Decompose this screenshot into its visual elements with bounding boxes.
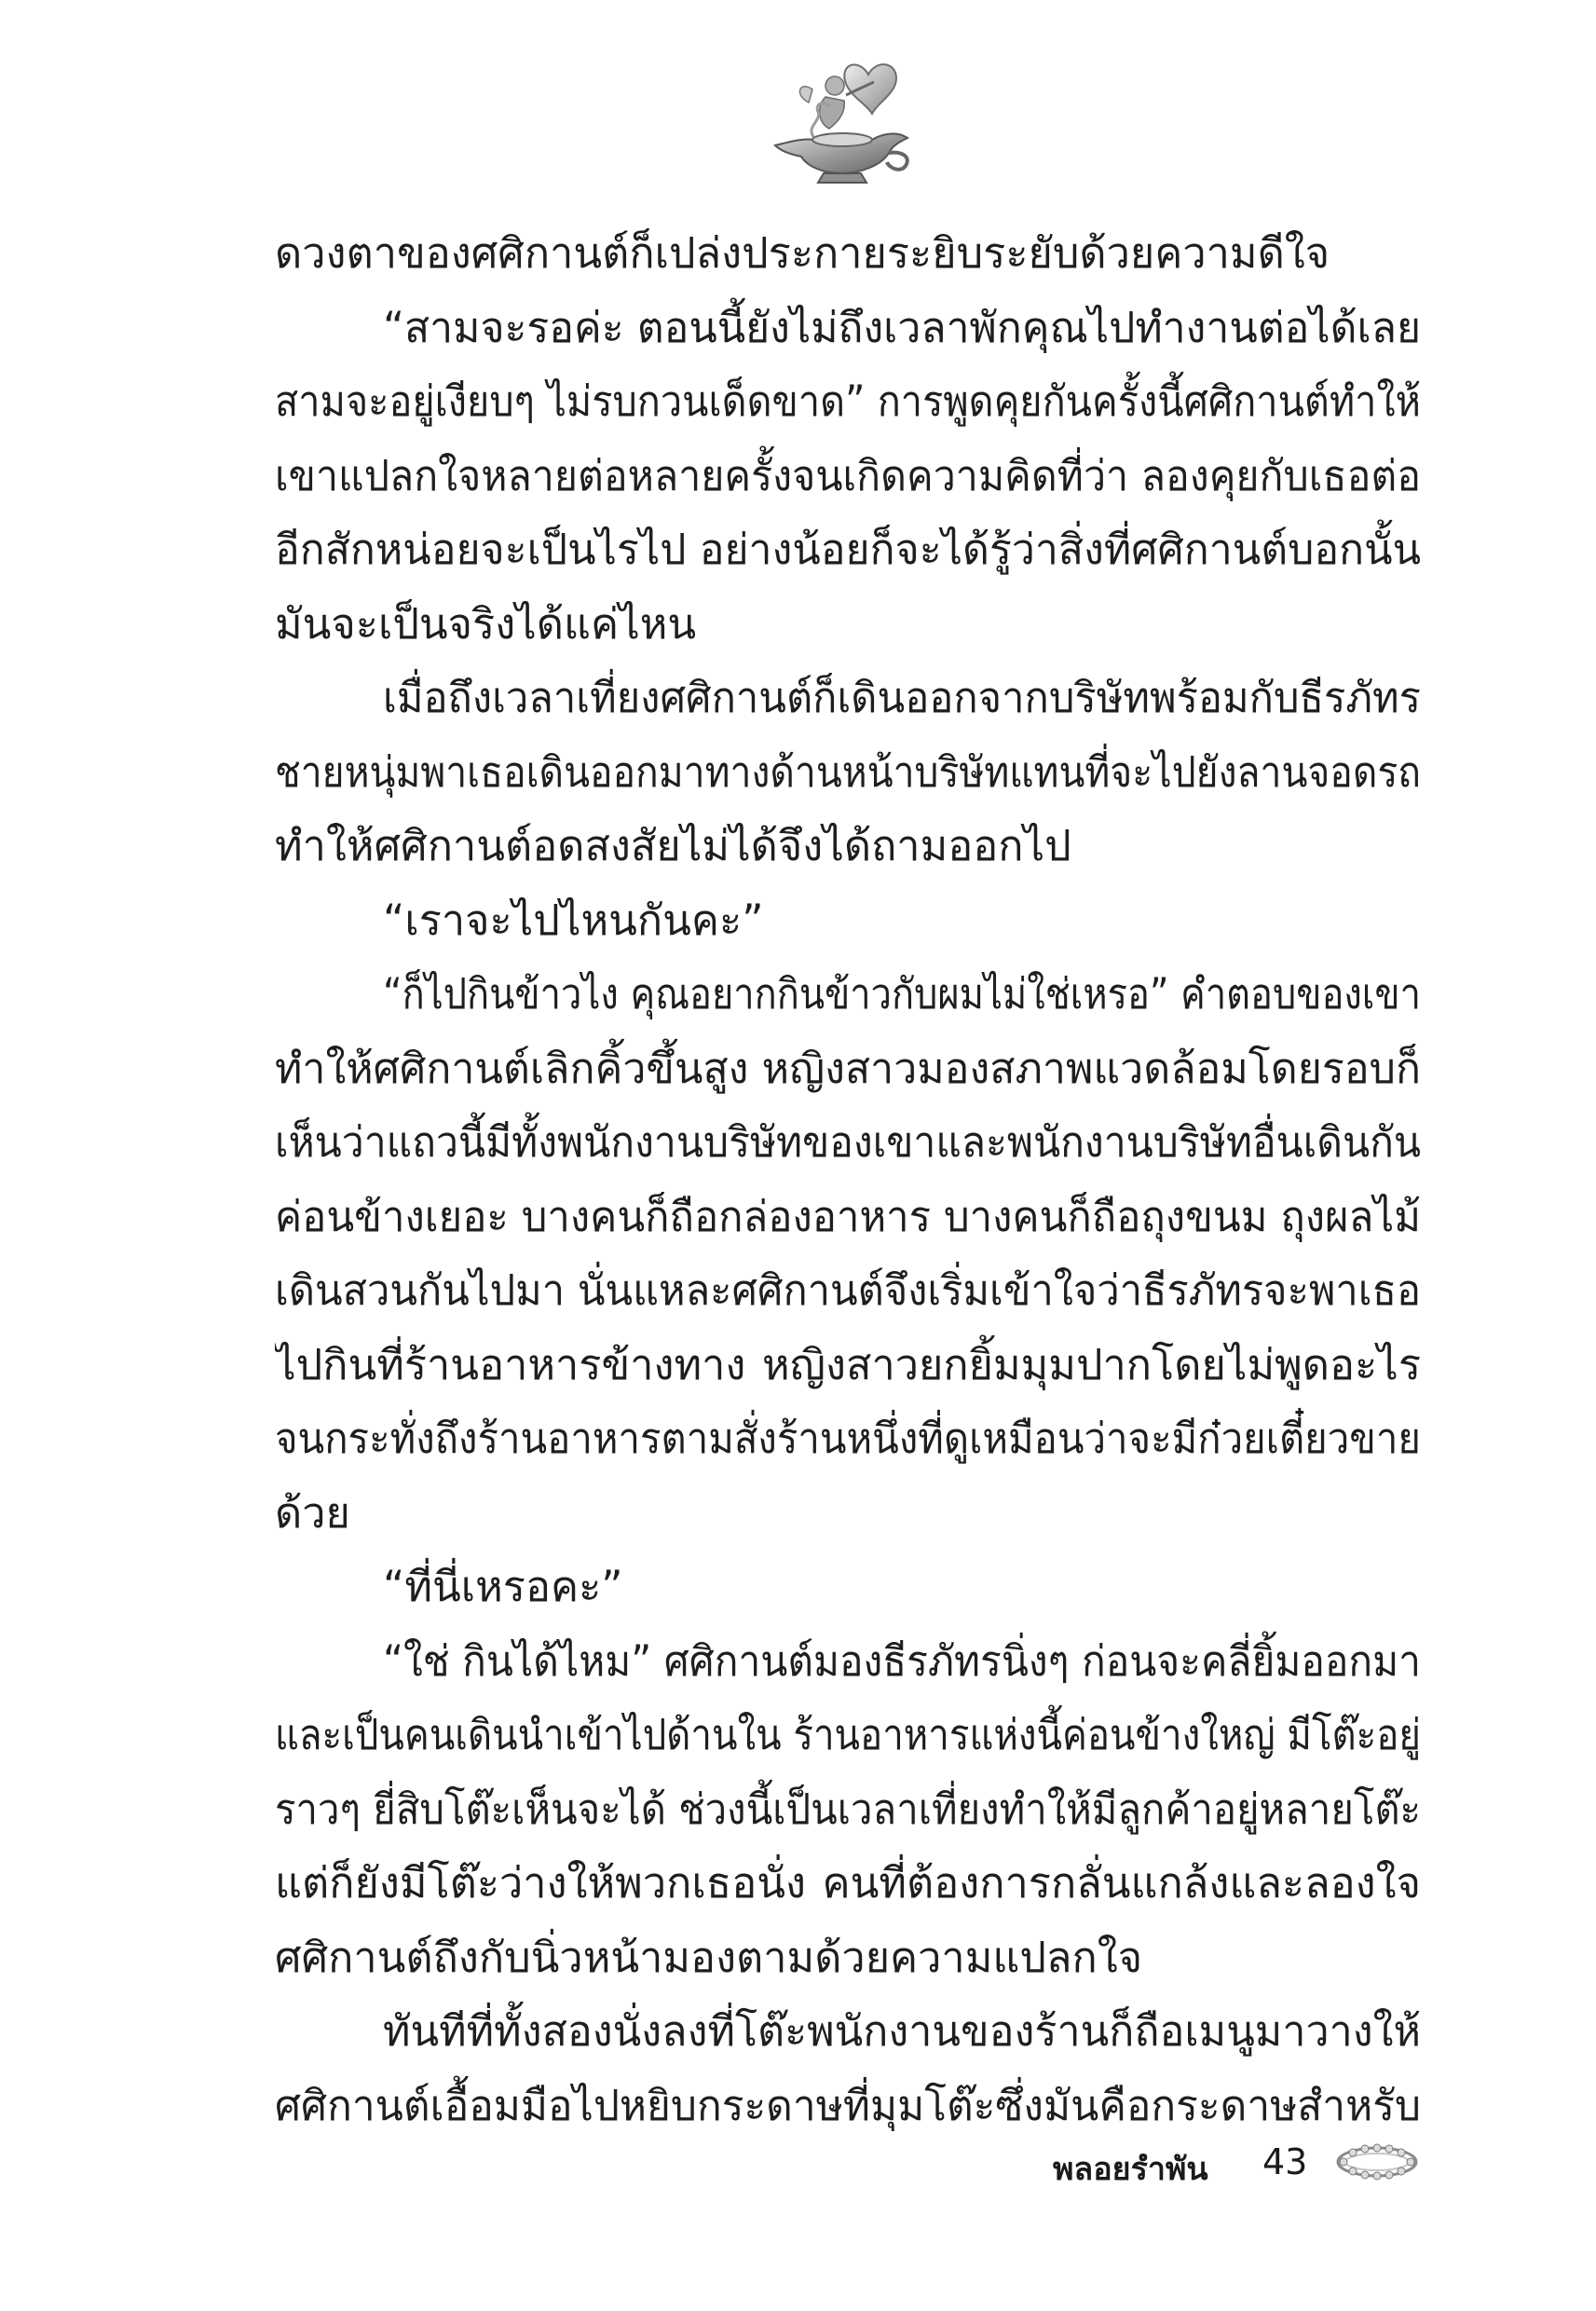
text-line: สามจะอยู่เงียบๆ ไม่รบกวนเด็ดขาด” การพูดคุยกันครั้งนี้ศศิกานต์ทำให้ xyxy=(275,376,1421,426)
text-line: “ที่นี่เหรอคะ” xyxy=(383,1562,623,1611)
text-line: เมื่อถึงเวลาเที่ยงศศิกานต์ก็เดินออกจากบริษัทพร้อมกับธีรภัทร xyxy=(383,673,1421,722)
text-line: เดินสวนกันไปมา นั่นแหละศศิกานต์จึงเริ่มเข้าใจว่าธีรภัทรจะพาเธอ xyxy=(275,1265,1421,1315)
text-line: ราวๆ ยี่สิบโต๊ะเห็นจะได้ ช่วงนี้เป็นเวลาเที่ยงทำให้มีลูกค้าอยู่หลายโต๊ะ xyxy=(275,1784,1421,1834)
text-line: “ใช่ กินได้ไหม” ศศิกานต์มองธีรภัทรนิ่งๆ ก่อนจะคลี่ยิ้มออกมา xyxy=(383,1635,1421,1686)
text-line: ไปกินที่ร้านอาหารข้างทาง หญิงสาวยกยิ้มมุมปากโดยไม่พูดอะไร xyxy=(275,1339,1421,1389)
text-line: ศศิกานต์ถึงกับนิ่วหน้ามองตามด้วยความแปลกใจ xyxy=(275,1932,1143,1982)
text-line: “เราจะไปไหนกันคะ” xyxy=(383,895,764,945)
magic-lamp-ornament-icon xyxy=(757,48,924,188)
text-line: “สามจะรอค่ะ ตอนนี้ยังไม่ถึงเวลาพักคุณไปทำงานต่อได้เลย xyxy=(383,302,1421,352)
text-line: อีกสักหน่อยจะเป็นไรไป อย่างน้อยก็จะได้รู้ว่าสิ่งที่ศศิกานต์บอกนั้น xyxy=(275,525,1421,574)
bracelet-icon xyxy=(1334,2141,1420,2182)
text-line: ด้วย xyxy=(275,1487,350,1538)
text-line: ดวงตาของศศิกานต์ก็เปล่งประกายระยิบระยับด้วยความดีใจ xyxy=(275,228,1330,278)
page-footer xyxy=(1053,2134,1425,2190)
text-line: แต่ก็ยังมีโต๊ะว่างให้พวกเธอนั่ง คนที่ต้องการกลั่นแกล้งและลองใจ xyxy=(275,1858,1421,1908)
text-line: จนกระทั่งถึงร้านอาหารตามสั่งร้านหนึ่งที่ดูเหมือนว่าจะมีก๋วยเตี๋ยวขาย xyxy=(275,1414,1421,1463)
text-line: ทันทีที่ทั้งสองนั่งลงที่โต๊ะพนักงานของร้านก็ถือเมนูมาวางให้ xyxy=(383,2006,1421,2056)
book-title: พลอยรำพัน xyxy=(1053,2151,1208,2188)
text-line: และเป็นคนเดินนำเข้าไปด้านใน ร้านอาหารแห่งนี้ค่อนข้างใหญ่ มีโต๊ะอยู่ xyxy=(275,1710,1421,1759)
body-text xyxy=(275,216,1421,2142)
text-line: เขาแปลกใจหลายต่อหลายครั้งจนเกิดความคิดที่ว่า ลองคุยกับเธอต่อ xyxy=(275,450,1421,500)
text-line: ศศิกานต์เอื้อมมือไปหยิบกระดาษที่มุมโต๊ะซึ่งมันคือกระดาษสำหรับ xyxy=(275,2080,1421,2130)
text-line: ทำให้ศศิกานต์เลิกคิ้วขึ้นสูง หญิงสาวมองสภาพแวดล้อมโดยรอบก็ xyxy=(275,1043,1421,1093)
page-number: 43 xyxy=(1262,2141,1308,2182)
text-line: ค่อนข้างเยอะ บางคนก็ถือกล่องอาหาร บางคนก็ถือถุงขนม ถุงผลไม้ xyxy=(275,1191,1421,1241)
text-line: “ก็ไปกินข้าวไง คุณอยากกินข้าวกับผมไม่ใช่เหรอ” คำตอบของเขา xyxy=(383,969,1421,1019)
text-line: มันจะเป็นจริงได้แค่ไหน xyxy=(275,598,697,649)
text-line: เห็นว่าแถวนี้มีทั้งพนักงานบริษัทของเขาและพนักงานบริษัทอื่นเดินกัน xyxy=(275,1117,1421,1167)
text-line: ชายหนุ่มพาเธอเดินออกมาทางด้านหน้าบริษัทแทนที่จะไปยังลานจอดรถ xyxy=(275,746,1421,797)
text-line: ทำให้ศศิกานต์อดสงสัยไม่ได้จึงได้ถามออกไป xyxy=(275,821,1071,870)
